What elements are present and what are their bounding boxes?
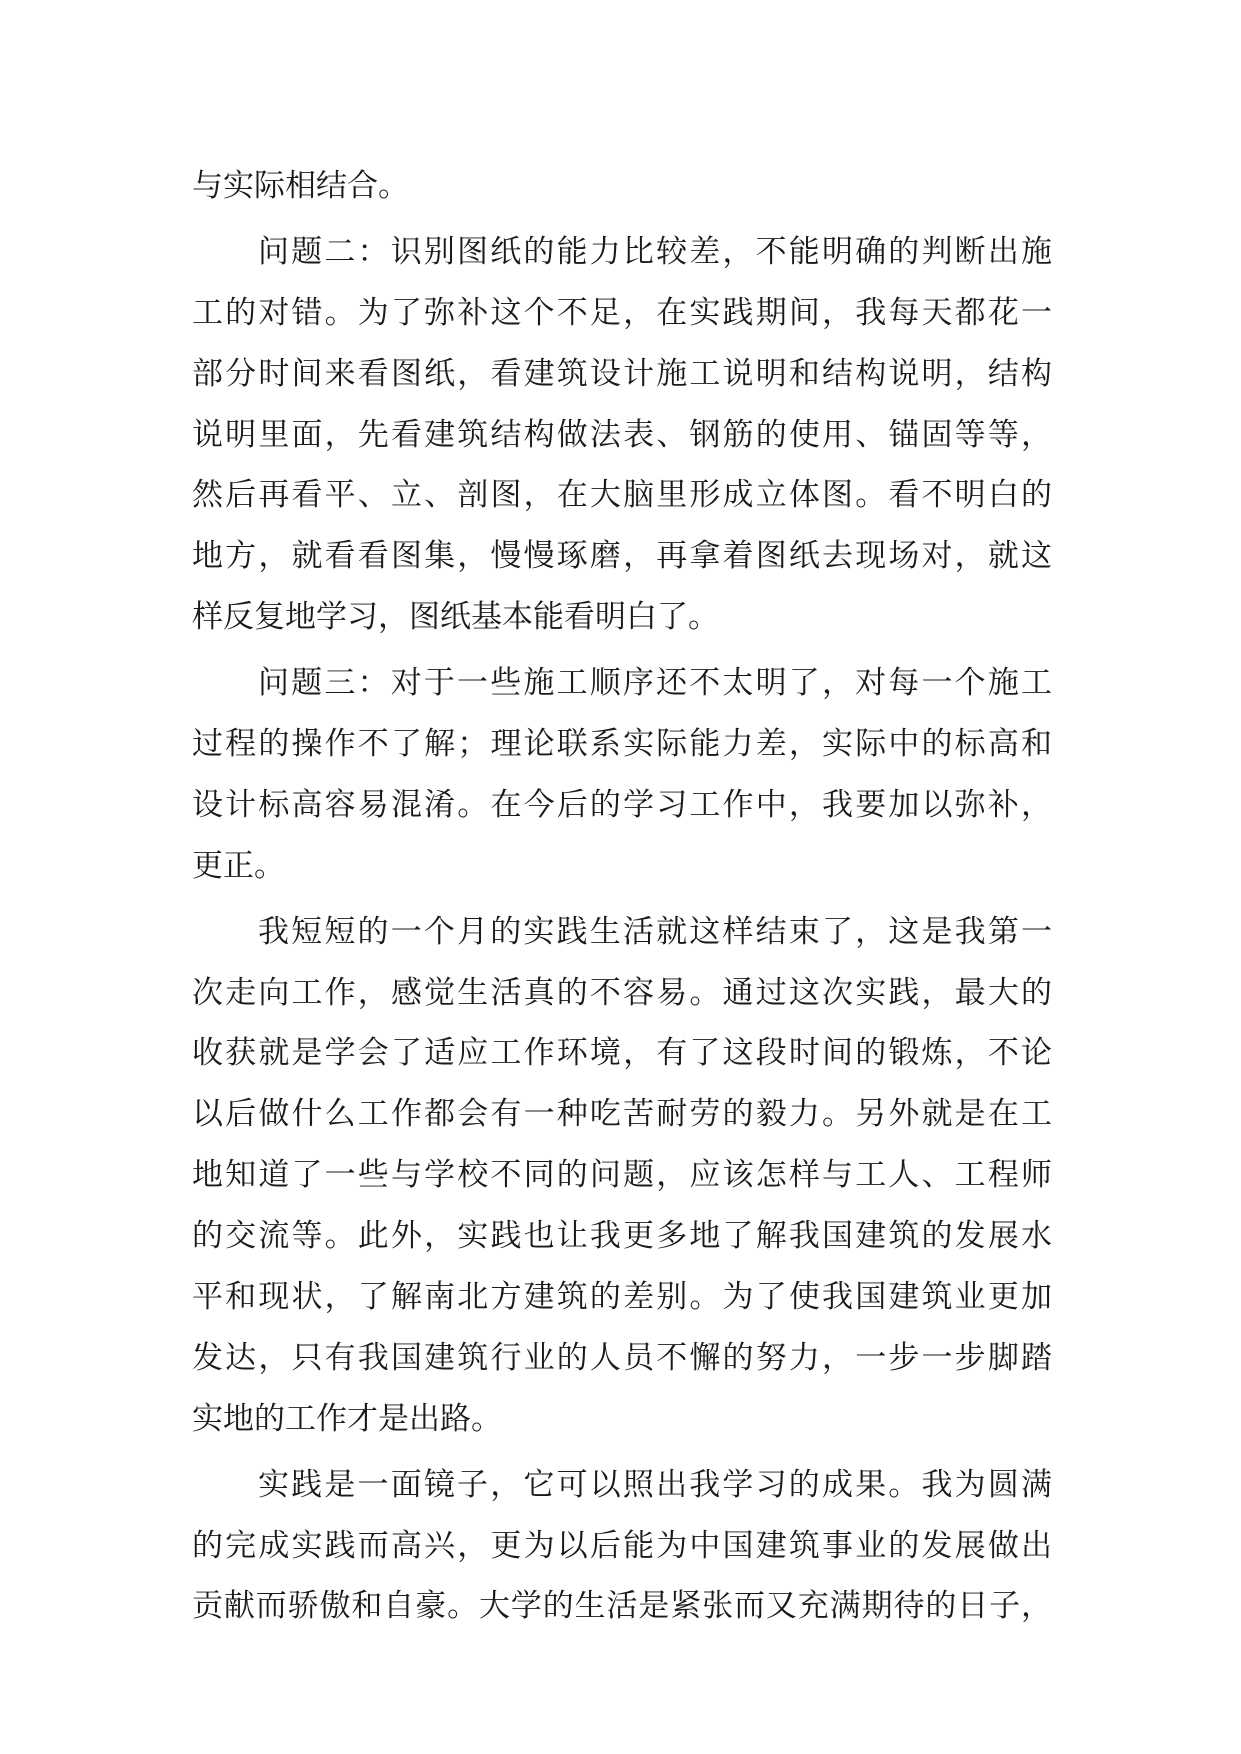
text-line: 工的对错。为了弥补这个不足，在实践期间，我每天都花一 bbox=[192, 294, 1052, 331]
body-text bbox=[192, 156, 1052, 1637]
text-line: 收获就是学会了适应工作环境，有了这段时间的锻炼，不论 bbox=[192, 1035, 1052, 1072]
text-line: 更正。 bbox=[192, 847, 285, 884]
paragraph-start-line: 问题三：对于一些施工顺序还不太明了，对每一个施工 bbox=[258, 665, 1052, 702]
text-line: 过程的操作不了解；理论联系实际能力差，实际中的标高和 bbox=[192, 726, 1052, 763]
text-line: 地知道了一些与学校不同的问题，应该怎样与工人、工程师 bbox=[192, 1157, 1052, 1194]
text-line: 部分时间来看图纸，看建筑设计施工说明和结构说明，结构 bbox=[192, 355, 1052, 392]
paragraph-start-line: 问题二：识别图纸的能力比较差，不能明确的判断出施 bbox=[258, 233, 1052, 270]
paragraph-start-line: 实践是一面镜子，它可以照出我学习的成果。我为圆满 bbox=[258, 1466, 1052, 1503]
text-line: 设计标高容易混淆。在今后的学习工作中，我要加以弥补， bbox=[192, 786, 1052, 823]
text-line: 以后做什么工作都会有一种吃苦耐劳的毅力。另外就是在工 bbox=[192, 1096, 1052, 1133]
text-line: 次走向工作，感觉生活真的不容易。通过这次实践，最大的 bbox=[192, 974, 1052, 1011]
text-line: 贡献而骄傲和自豪。大学的生活是紧张而又充满期待的日子， bbox=[192, 1588, 1052, 1625]
text-line: 平和现状，了解南北方建筑的差别。为了使我国建筑业更加 bbox=[192, 1279, 1052, 1316]
text-line: 地方，就看看图集，慢慢琢磨，再拿着图纸去现场对，就这 bbox=[192, 538, 1052, 575]
text-line: 然后再看平、立、剖图，在大脑里形成立体图。看不明白的 bbox=[192, 477, 1052, 514]
text-line: 发达，只有我国建筑行业的人员不懈的努力，一步一步脚踏 bbox=[192, 1339, 1052, 1376]
text-line: 样反复地学习，图纸基本能看明白了。 bbox=[192, 599, 719, 636]
text-line: 的交流等。此外，实践也让我更多地了解我国建筑的发展水 bbox=[192, 1218, 1052, 1255]
text-line: 实地的工作才是出路。 bbox=[192, 1400, 502, 1437]
paragraph-start-line: 我短短的一个月的实践生活就这样结束了，这是我第一 bbox=[258, 913, 1052, 950]
text-line: 说明里面，先看建筑结构做法表、钢筋的使用、锚固等等， bbox=[192, 416, 1052, 453]
text-line: 的完成实践而高兴，更为以后能为中国建筑事业的发展做出 bbox=[192, 1527, 1052, 1564]
text-line: 与实际相结合。 bbox=[192, 168, 409, 204]
